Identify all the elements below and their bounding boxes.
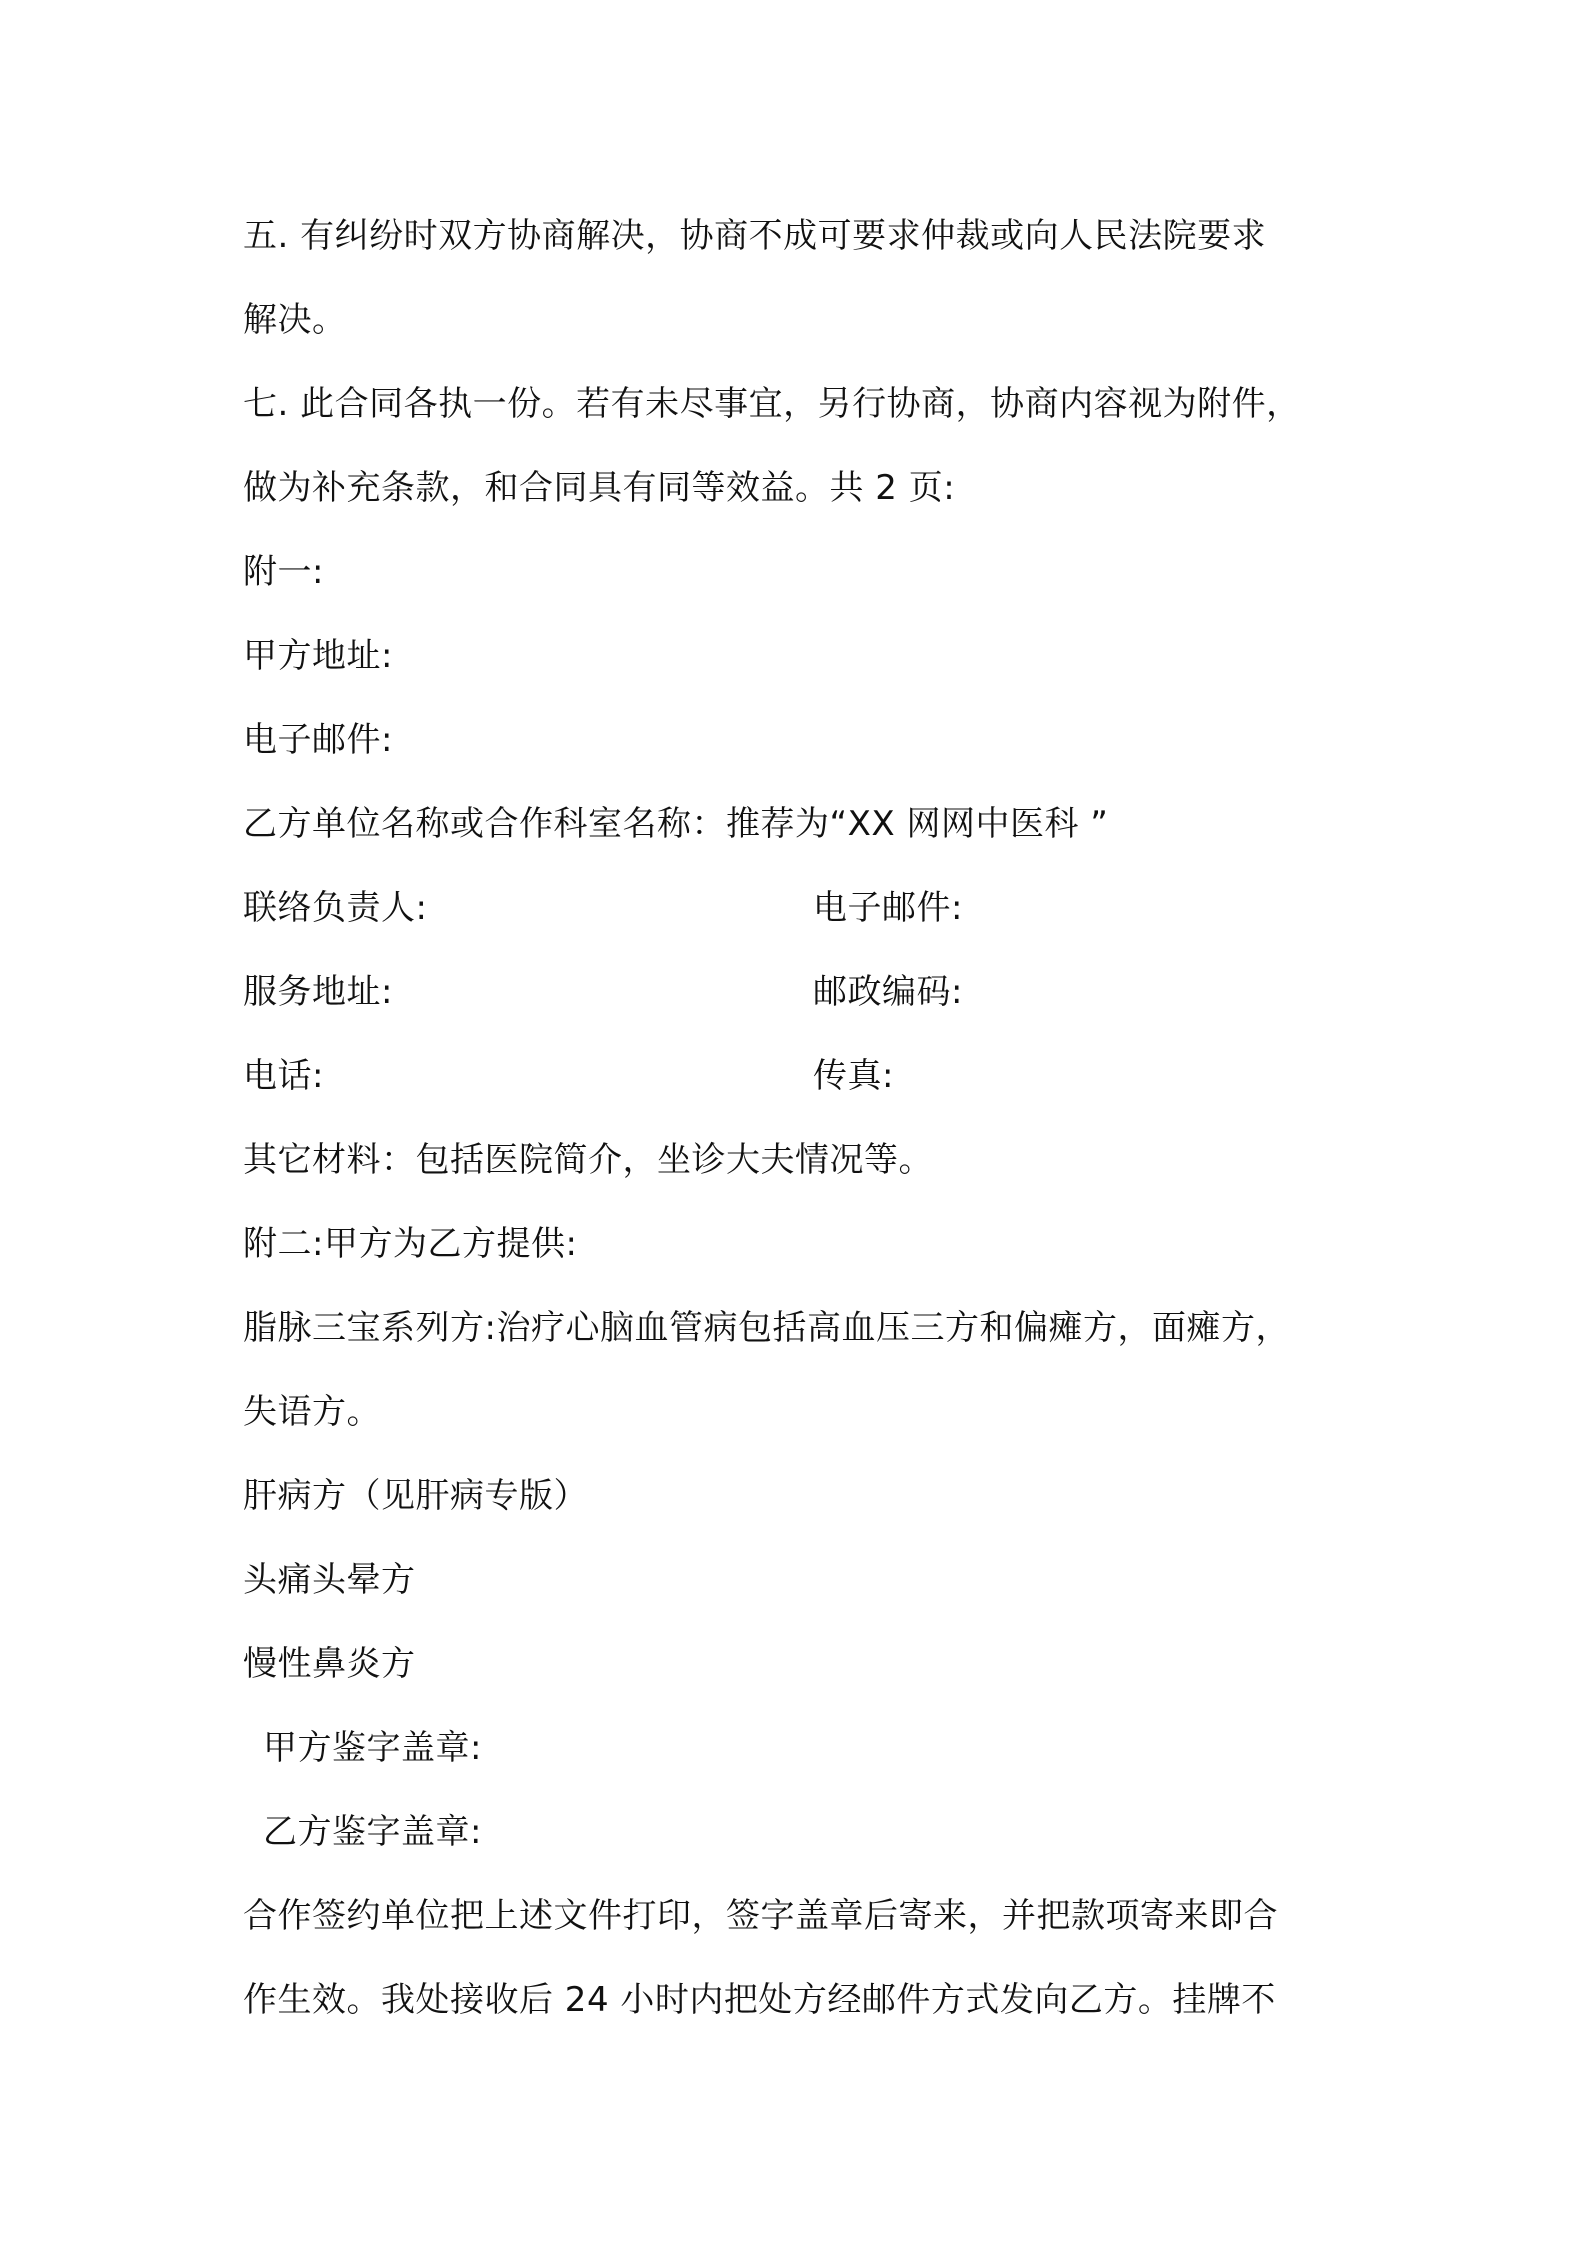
party-b-name-label: 乙方单位名称或合作科室名称：推荐为“XX 网网中医科 ” [243, 804, 1109, 844]
contact-person-label: 联络负责人: [243, 888, 428, 928]
phone-label: 电话: [243, 1056, 324, 1096]
clause-7-line-2: 做为补充条款，和合同具有同等效益。共 2 页: [243, 468, 956, 508]
prescription-1-line-1: 脂脉三宝系列方:治疗心脑血管病包括高血压三方和偏瘫方，面瘫方， [243, 1308, 1290, 1348]
party-a-signature-label: 甲方鉴字盖章: [263, 1728, 482, 1768]
closing-line-2: 作生效。我处接收后 24 小时内把处方经邮件方式发向乙方。挂牌不 [243, 1980, 1276, 2020]
appendix-2-title: 附二:甲方为乙方提供: [243, 1224, 578, 1264]
contact-row [243, 866, 1368, 950]
party-b-signature-label: 乙方鉴字盖章: [263, 1812, 482, 1852]
closing-line-1: 合作签约单位把上述文件打印，签字盖章后寄来，并把款项寄来即合 [243, 1896, 1278, 1936]
party-b-email-label: 电子邮件: [813, 888, 963, 928]
clause-7-line-1: 七. 此合同各执一份。若有未尽事宜，另行协商，协商内容视为附件， [243, 384, 1301, 424]
prescription-3: 头痛头晕方 [243, 1560, 416, 1600]
document-body [243, 194, 1368, 2042]
other-materials: 其它材料：包括医院简介，坐诊大夫情况等。 [243, 1140, 933, 1180]
appendix-1-title: 附一: [243, 552, 324, 592]
postal-code-label: 邮政编码: [813, 972, 963, 1012]
prescription-4: 慢性鼻炎方 [243, 1644, 416, 1684]
address-row [243, 950, 1368, 1034]
party-a-email-label: 电子邮件: [243, 720, 393, 760]
phone-row [243, 1034, 1368, 1118]
fax-label: 传真: [813, 1056, 894, 1096]
party-a-address-label: 甲方地址: [243, 636, 393, 676]
clause-5-line-2: 解决。 [243, 300, 347, 340]
prescription-1-line-2: 失语方。 [243, 1392, 381, 1432]
prescription-2: 肝病方（见肝病专版） [243, 1476, 588, 1516]
clause-5-line-1: 五. 有纠纷时双方协商解决，协商不成可要求仲裁或向人民法院要求 [243, 216, 1267, 256]
service-address-label: 服务地址: [243, 972, 393, 1012]
